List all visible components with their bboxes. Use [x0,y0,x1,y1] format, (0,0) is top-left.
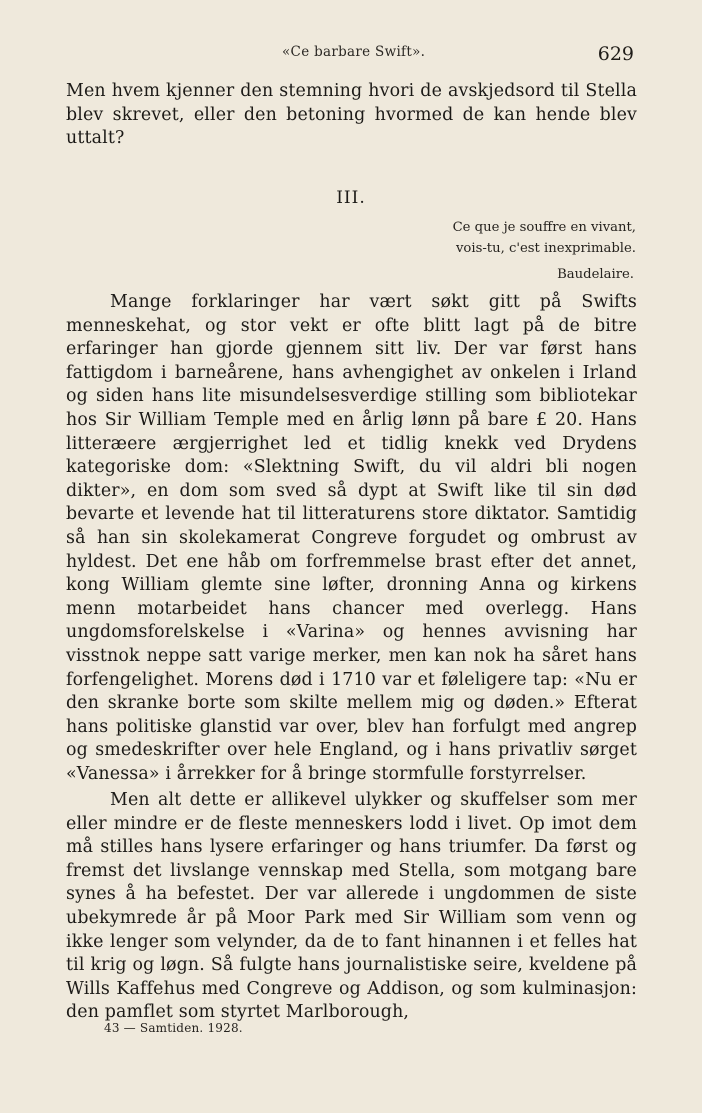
paragraph-1: Men hvem kjenner den stemning hvori de avskjedsord til Stella blev skrevet, eller den betoning hvormed de kan hende blev uttalt? [66,81,637,149]
signature-footer: 43 — Samtiden. 1928. [104,1021,243,1035]
section-heading: III. [336,188,366,208]
running-title: «Ce barbare Swift». [282,44,426,60]
epigraph-line-2: vois-tu, c'est inexprimable. [455,241,636,256]
epigraph-line-1: Ce que je souffre en vivant, [452,220,636,235]
page-number: 629 [597,43,634,65]
epigraph-author: Baudelaire. [557,267,634,282]
paragraph-2: Mange forklaringer har vært søkt gitt på Swifts menneskehat, og stor vekt er ofte blitt lagt på de bitre erfaringer han gjorde gjennem sitt liv. Der var først hans fattigdom i barneårene, hans avhengighet av onkelen i Irland og siden hans lite misundelsesverdige stilling som bibliotekar hos Sir William Temple med en årlig lønn på bare £ 20. Hans litteræere ærgjerrighet led et tidlig knekk ved Drydens kategoriske dom: «Slektning Swift, du vil aldri bli nogen dikter», en dom som sved så dypt at Swift like til sin død bevarte et levende hat til litteraturens store diktator. Samtidig så han sin skolekamerat Congreve forgudet og ombrust av hyldest. Det ene håb om forfremmelse brast efter det annet, kong William glemte sine løfter, dronning Anna og kirkens menn motarbeidet hans chancer med overlegg. Hans ungdomsforelskelse i «Varina» og hennes avvisning har visstnok neppe satt varige merker, men kan nok ha såret hans forfengelighet. Morens død i 1710 var et føleligere tap: «Nu er den skranke borte som skilte mellem mig og døden.» Efterat hans politiske glanstid var over, blev han forfulgt med angrep og smedeskrifter over hele England, og i hans privatliv sørget «Vanessa» i årrekker for å bringe stormfulle forstyrrelser. [66,292,637,784]
paragraph-3: Men alt dette er allikevel ulykker og skuffelser som mer eller mindre er de fleste menneskers lodd i livet. Op imot dem må stilles hans lysere erfaringer og hans triumfer. Da først og fremst det livslange vennskap med Stella, som motgang bare synes å ha befestet. Der var allerede i ungdommen de siste ubekymrede år på Moor Park med Sir William som venn og ikke lenger som velynder, da de to fant hinannen i et felles hat til krig og løgn. Så fulgte hans journalistiske seire, kveldene på Wills Kaffehus med Congreve og Addison, og som kulminasjon: den pamflet som styrtet Marlborough, [66,790,637,1023]
epigraph [336,217,636,285]
